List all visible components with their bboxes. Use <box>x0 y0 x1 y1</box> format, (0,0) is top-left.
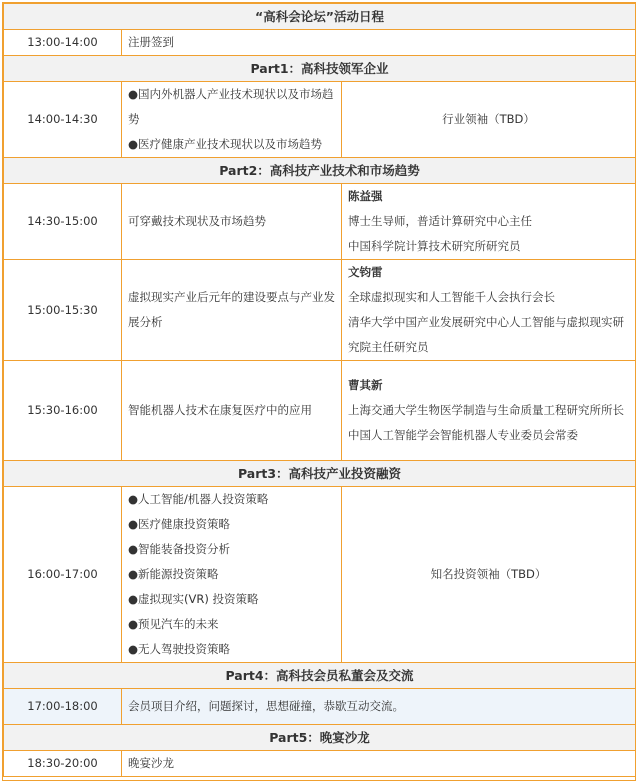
section-title: Part3：高科技产业投资融资 <box>4 461 636 487</box>
section-title: Part5：晚宴沙龙 <box>4 725 636 751</box>
page-title: “高科会论坛”活动日程 <box>4 4 636 30</box>
speaker-title: 中国人工智能学会智能机器人专业委员会常委 <box>348 428 578 442</box>
speaker-title: 中国科学院计算技术研究所研究员 <box>348 239 521 253</box>
row-time: 14:00-14:30 <box>4 82 122 158</box>
row-speaker <box>342 361 636 461</box>
row-speaker: 行业领袖（TBD） <box>342 82 636 158</box>
list-item: ●新能源投资策略 <box>128 567 219 581</box>
row-content: 会员项目介绍，问题探讨，思想碰撞，恭歇互动交流。 <box>122 689 636 725</box>
row-time: 16:00-17:00 <box>4 487 122 663</box>
section-header <box>4 56 636 82</box>
table-row <box>4 30 636 56</box>
list-item: ●医疗健康产业技术现状以及市场趋势 <box>128 137 323 151</box>
schedule-table <box>3 3 636 777</box>
speaker-name: 文钧雷 <box>348 265 383 279</box>
row-time: 15:00-15:30 <box>4 260 122 361</box>
list-item: ●智能装备投资分析 <box>128 542 231 556</box>
speaker-title: 全球虚拟现实和人工智能千人会执行会长 <box>348 290 555 304</box>
row-content: 晚宴沙龙 <box>122 751 636 777</box>
section-header <box>4 158 636 184</box>
row-speaker <box>342 260 636 361</box>
row-topics <box>122 82 342 158</box>
section-title: Part4：高科技会员私董会及交流 <box>4 663 636 689</box>
table-row <box>4 751 636 777</box>
speaker-title: 清华大学中国产业发展研究中心人工智能与虚拟现实研究院主任研究员 <box>348 315 624 354</box>
speaker-name: 曹其新 <box>348 378 383 392</box>
list-item: ●医疗健康投资策略 <box>128 517 231 531</box>
table-title-row <box>4 4 636 30</box>
speaker-title: 博士生导师，普适计算研究中心主任 <box>348 214 532 228</box>
section-header <box>4 725 636 751</box>
row-topic: 虚拟现实产业后元年的建设要点与产业发展分析 <box>122 260 342 361</box>
row-time: 18:30-20:00 <box>4 751 122 777</box>
row-time: 14:30-15:00 <box>4 184 122 260</box>
speaker-name: 陈益强 <box>348 189 383 203</box>
section-title: Part2：高科技产业技术和市场趋势 <box>4 158 636 184</box>
table-row <box>4 487 636 663</box>
schedule-table-frame <box>2 2 636 781</box>
row-topic: 可穿戴技术现状及市场趋势 <box>122 184 342 260</box>
row-speaker: 知名投资领袖（TBD） <box>342 487 636 663</box>
table-row <box>4 689 636 725</box>
row-content: 注册签到 <box>122 30 636 56</box>
table-row <box>4 361 636 461</box>
section-title: Part1：高科技领军企业 <box>4 56 636 82</box>
list-item: ●无人驾驶投资策略 <box>128 642 231 656</box>
row-time: 15:30-16:00 <box>4 361 122 461</box>
list-item: ●人工智能/机器人投资策略 <box>128 492 269 506</box>
list-item: ●国内外机器人产业技术现状以及市场趋势 <box>128 87 334 126</box>
row-time: 17:00-18:00 <box>4 689 122 725</box>
speaker-title: 上海交通大学生物医学制造与生命质量工程研究所所长 <box>348 403 624 417</box>
list-item: ●虚拟现实(VR) 投资策略 <box>128 592 259 606</box>
table-row <box>4 184 636 260</box>
row-speaker <box>342 184 636 260</box>
list-item: ●预见汽车的未来 <box>128 617 219 631</box>
row-time: 13:00-14:00 <box>4 30 122 56</box>
section-header <box>4 461 636 487</box>
table-row <box>4 82 636 158</box>
row-topics <box>122 487 342 663</box>
section-header <box>4 663 636 689</box>
table-row <box>4 260 636 361</box>
row-topic: 智能机器人技术在康复医疗中的应用 <box>122 361 342 461</box>
